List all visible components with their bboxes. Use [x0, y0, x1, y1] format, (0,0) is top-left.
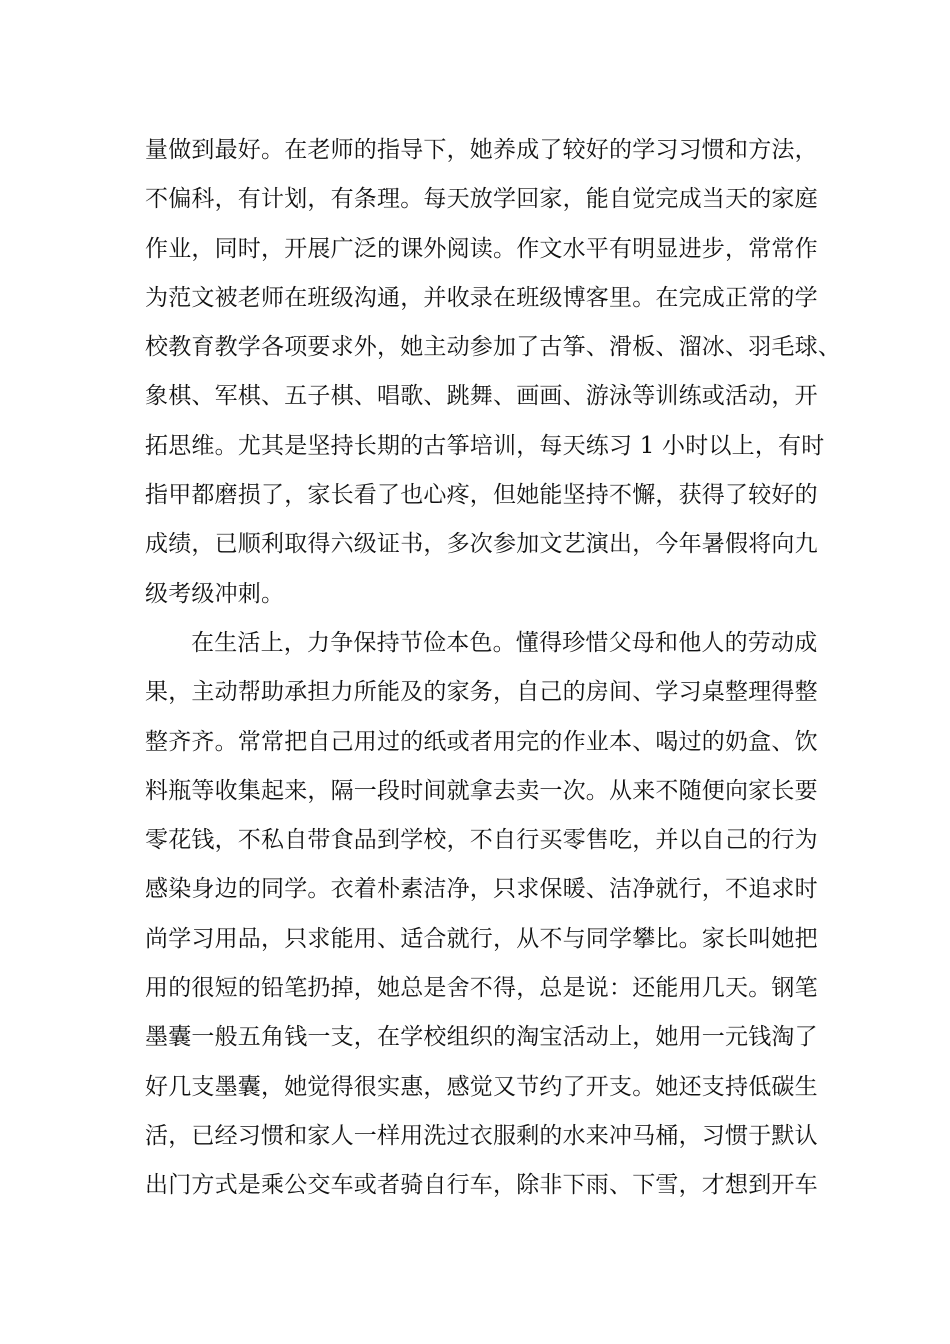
- text-line: 果，主动帮助承担力所能及的家务，自己的房间、学习桌整理得整: [145, 679, 818, 706]
- text-line: 校教育教学各项要求外，她主动参加了古筝、滑板、溜冰、羽毛球、: [145, 334, 841, 361]
- text-line: 墨囊一般五角钱一支，在学校组织的淘宝活动上，她用一元钱淘了: [145, 1024, 818, 1051]
- paragraph-start-line: 在生活上，力争保持节俭本色。懂得珍惜父母和他人的劳动成: [191, 629, 818, 656]
- text-line: 用的很短的铅笔扔掉，她总是舍不得，总是说：还能用几天。钢笔: [145, 975, 818, 1002]
- body-text: [145, 126, 845, 1211]
- text-line: 活，已经习惯和家人一样用洗过衣服剩的水来冲马桶，习惯于默认: [145, 1122, 818, 1149]
- text-line: 作业，同时，开展广泛的课外阅读。作文水平有明显进步，常常作: [145, 235, 818, 262]
- text-line: 不偏科，有计划，有条理。每天放学回家，能自觉完成当天的家庭: [145, 186, 818, 213]
- text-line: 成绩，已顺利取得六级证书，多次参加文艺演出，今年暑假将向九: [145, 531, 818, 558]
- text-line: 出门方式是乘公交车或者骑自行车，除非下雨、下雪，才想到开车: [145, 1172, 818, 1199]
- text-line: 整齐齐。常常把自己用过的纸或者用完的作业本、喝过的奶盒、饮: [145, 728, 818, 755]
- text-line: 为范文被老师在班级沟通，并收录在班级博客里。在完成正常的学: [145, 284, 818, 311]
- text-line: 指甲都磨损了，家长看了也心疼，但她能坚持不懈，获得了较好的: [145, 482, 818, 509]
- text-line: 料瓶等收集起来，隔一段时间就拿去卖一次。从来不随便向家长要: [145, 777, 818, 804]
- text-line: 感染身边的同学。衣着朴素洁净，只求保暖、洁净就行，不追求时: [145, 876, 818, 903]
- text-line: 级考级冲刺。: [145, 580, 285, 607]
- text-line: 量做到最好。在老师的指导下，她养成了较好的学习习惯和方法，: [145, 137, 818, 163]
- text-line: 象棋、军棋、五子棋、唱歌、跳舞、画画、游泳等训练或活动，开: [145, 383, 818, 410]
- text-line: 好几支墨囊，她觉得很实惠，感觉又节约了开支。她还支持低碳生: [145, 1073, 818, 1100]
- text-line: 尚学习用品，只求能用、适合就行，从不与同学攀比。家长叫她把: [145, 925, 818, 952]
- text-line: 零花钱，不私自带食品到学校，不自行买零售吃，并以自己的行为: [145, 827, 818, 854]
- text-line: 拓思维。尤其是坚持长期的古筝培训，每天练习 1 小时以上，有时: [145, 432, 825, 459]
